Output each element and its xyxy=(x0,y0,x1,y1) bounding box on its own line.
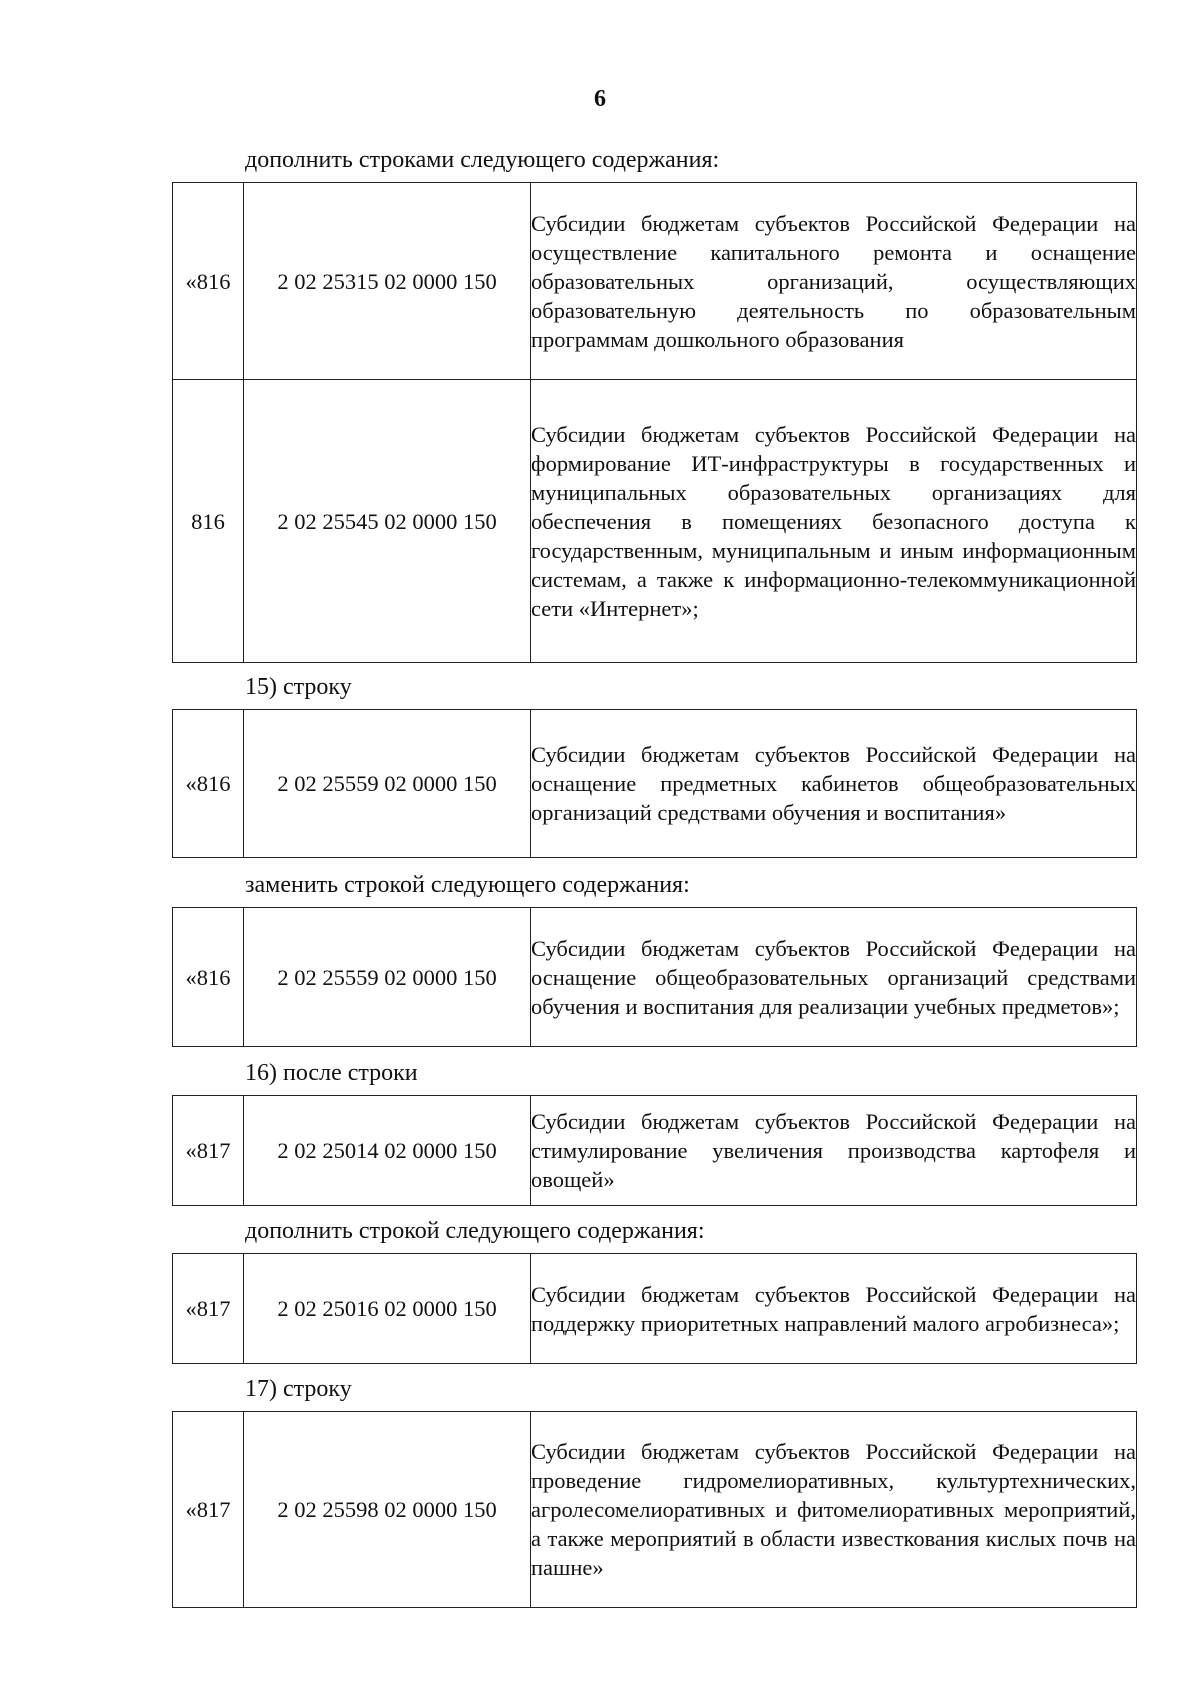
add-row-paragraph: дополнить строкой следующего содержания: xyxy=(245,1218,705,1244)
table-row xyxy=(173,1254,1137,1364)
admin-code-cell: «817 xyxy=(173,1096,244,1206)
budget-code-cell: 2 02 25559 02 0000 150 xyxy=(244,908,531,1047)
table-row xyxy=(173,183,1137,380)
budget-code-cell: 2 02 25559 02 0000 150 xyxy=(244,710,531,858)
budget-code-cell: 2 02 25315 02 0000 150 xyxy=(244,183,531,380)
description-cell: Субсидии бюджетам субъектов Российской Федерации на осуществление капитального ремонта и оснащение образовательных организаций, осуществляющих образовательную деятельность по образовательным программам дошкольного образования xyxy=(531,183,1137,380)
admin-code-cell: 816 xyxy=(173,380,244,663)
description-cell: Субсидии бюджетам субъектов Российской Федерации на оснащение общеобразовательных организаций средствами обучения и воспитания для реализации учебных предметов»; xyxy=(531,908,1137,1047)
codes-table-6 xyxy=(172,1411,1137,1608)
admin-code-cell: «817 xyxy=(173,1254,244,1364)
codes-table-4 xyxy=(172,1095,1137,1206)
admin-code-cell: «816 xyxy=(173,908,244,1047)
description-cell: Субсидии бюджетам субъектов Российской Федерации на оснащение предметных кабинетов общеобразовательных организаций средствами обучения и воспитания» xyxy=(531,710,1137,858)
item-17-paragraph: 17) строку xyxy=(245,1376,352,1402)
description-cell: Субсидии бюджетам субъектов Российской Федерации на формирование ИТ-инфраструктуры в государственных и муниципальных образовательных организациях для обеспечения в помещениях безопасного доступа к государственным, муниципальным и иным информационным системам, а также к информационно-телекоммуникационной сети «Интернет»; xyxy=(531,380,1137,663)
codes-table-3 xyxy=(172,907,1137,1047)
table-row xyxy=(173,1412,1137,1608)
table-row xyxy=(173,908,1137,1047)
budget-code-cell: 2 02 25545 02 0000 150 xyxy=(244,380,531,663)
replace-row-paragraph: заменить строкой следующего содержания: xyxy=(245,872,690,898)
description-cell: Субсидии бюджетам субъектов Российской Федерации на проведение гидромелиоративных, культуртехнических, агролесомелиоративных и фитомелиоративных мероприятий, а также мероприятий в области известкования кислых почв на пашне» xyxy=(531,1412,1137,1608)
codes-table-2 xyxy=(172,709,1137,858)
admin-code-cell: «816 xyxy=(173,710,244,858)
codes-table-1 xyxy=(172,182,1137,663)
description-cell: Субсидии бюджетам субъектов Российской Федерации на поддержку приоритетных направлений малого агробизнеса»; xyxy=(531,1254,1137,1364)
table-row xyxy=(173,1096,1137,1206)
table-row xyxy=(173,710,1137,858)
description-cell: Субсидии бюджетам субъектов Российской Федерации на стимулирование увеличения производства картофеля и овощей» xyxy=(531,1096,1137,1206)
budget-code-cell: 2 02 25016 02 0000 150 xyxy=(244,1254,531,1364)
table-row xyxy=(173,380,1137,663)
admin-code-cell: «816 xyxy=(173,183,244,380)
intro-paragraph-add-rows: дополнить строками следующего содержания: xyxy=(245,147,720,173)
codes-table-5 xyxy=(172,1253,1137,1364)
item-15-paragraph: 15) строку xyxy=(245,674,352,700)
item-16-paragraph: 16) после строки xyxy=(245,1060,418,1086)
budget-code-cell: 2 02 25598 02 0000 150 xyxy=(244,1412,531,1608)
admin-code-cell: «817 xyxy=(173,1412,244,1608)
budget-code-cell: 2 02 25014 02 0000 150 xyxy=(244,1096,531,1206)
page-number: 6 xyxy=(594,86,606,112)
